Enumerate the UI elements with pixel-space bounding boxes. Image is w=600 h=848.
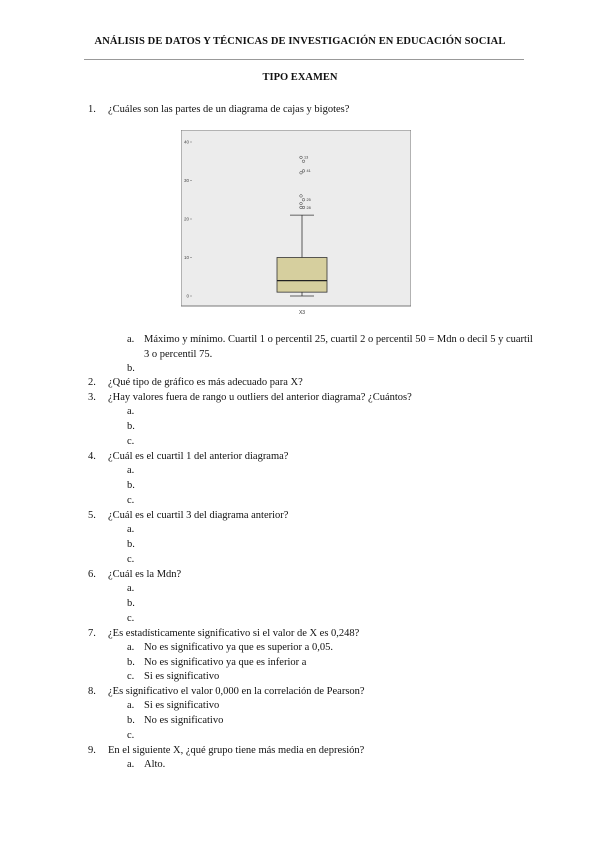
option-letter: c.	[127, 495, 135, 506]
option-text: No es significativo ya que es inferior a	[144, 657, 307, 668]
question-text: ¿Cuáles son las partes de un diagrama de cajas y bigotes?	[108, 104, 350, 115]
q7-option-b	[127, 656, 537, 671]
option-letter: c.	[127, 554, 135, 565]
question-number: 6.	[88, 569, 96, 580]
question-text: En el siguiente X, ¿qué grupo tiene más media en depresión?	[108, 745, 365, 756]
q7-option-c	[127, 670, 537, 685]
option-letter: b.	[127, 539, 135, 550]
question-9	[88, 744, 364, 757]
outlier-label: 13	[304, 155, 309, 160]
question-number: 2.	[88, 377, 96, 388]
boxplot-chart	[181, 130, 411, 318]
option-letter: a.	[127, 700, 135, 711]
box-q1-q3	[277, 258, 327, 293]
header-divider	[84, 59, 524, 60]
question-2	[88, 376, 303, 389]
y-tick-label: 20	[183, 216, 189, 222]
q8-option-b	[127, 714, 537, 729]
question-number: 5.	[88, 510, 96, 521]
option-letter: a.	[127, 583, 135, 594]
option-letter: c.	[127, 613, 135, 624]
y-tick-label: 0	[186, 293, 189, 299]
question-4	[88, 450, 288, 463]
question-number: 1.	[88, 104, 96, 115]
outlier-label: 25	[306, 198, 311, 203]
option-letter: a.	[127, 406, 135, 417]
option-letter: b.	[127, 421, 135, 432]
option-letter: a.	[127, 759, 135, 770]
question-text: ¿Qué tipo de gráfico es más adecuado para X?	[108, 377, 303, 388]
q1-option-a	[127, 333, 537, 362]
option-letter: a.	[127, 642, 135, 653]
y-tick-label: 40	[183, 139, 189, 145]
question-text: ¿Cuál es el cuartil 3 del diagrama anterior?	[108, 510, 289, 521]
question-text: ¿Es significativo el valor 0,000 en la correlación de Pearson?	[108, 686, 365, 697]
question-number: 9.	[88, 745, 96, 756]
category-label: X3	[298, 310, 306, 316]
question-number: 7.	[88, 628, 96, 639]
outlier-label: 28	[306, 205, 311, 210]
document-subtitle: TIPO EXAMEN	[262, 72, 338, 83]
question-7	[88, 627, 359, 640]
option-text: Si es significativo	[144, 671, 220, 682]
question-6	[88, 568, 181, 581]
q7-option-a	[127, 641, 537, 656]
y-tick-label: 30	[183, 178, 189, 183]
option-text: Si es significativo	[144, 700, 220, 711]
option-letter: c.	[127, 730, 135, 741]
q9-option-a	[127, 758, 537, 773]
option-text: Máximo y mínimo. Cuartil 1 o percentil 25, cuartil 2 o percentil 50 = Mdn o decil 5 y cuartil 3 o percentil 75.	[144, 334, 533, 360]
question-number: 8.	[88, 686, 96, 697]
option-letter: a.	[127, 465, 135, 476]
option-text: No es significativo ya que es superior a 0,05.	[144, 642, 333, 653]
question-text: ¿Es estadísticamente significativo si el valor de X es 0,248?	[108, 628, 360, 639]
question-text: ¿Cuál es el cuartil 1 del anterior diagrama?	[108, 451, 289, 462]
option-letter: b.	[127, 715, 135, 726]
document-title: ANÁLISIS DE DATOS Y TÉCNICAS DE INVESTIGACIÓN EN EDUCACIÓN SOCIAL	[94, 36, 506, 47]
option-letter: c.	[127, 436, 135, 447]
y-tick-label: 10	[183, 255, 189, 260]
option-letter: c.	[127, 671, 135, 682]
question-number: 3.	[88, 392, 96, 403]
question-8	[88, 685, 365, 698]
option-letter: b.	[127, 598, 135, 609]
outlier-label: 41	[306, 169, 311, 174]
question-3	[88, 391, 412, 404]
option-letter: a.	[127, 334, 135, 345]
question-text: ¿Hay valores fuera de rango u outliers del anterior diagrama? ¿Cuántos?	[108, 392, 412, 403]
option-text: No es significativo	[144, 715, 224, 726]
question-text: ¿Cuál es la Mdn?	[108, 569, 182, 580]
option-letter: b.	[127, 480, 135, 491]
option-letter: a.	[127, 524, 135, 535]
q8-option-a	[127, 699, 537, 714]
question-1	[88, 103, 349, 116]
option-text: Alto.	[144, 759, 166, 770]
question-5	[88, 509, 288, 522]
option-letter: b.	[127, 363, 135, 374]
option-letter: b.	[127, 657, 135, 668]
question-number: 4.	[88, 451, 96, 462]
